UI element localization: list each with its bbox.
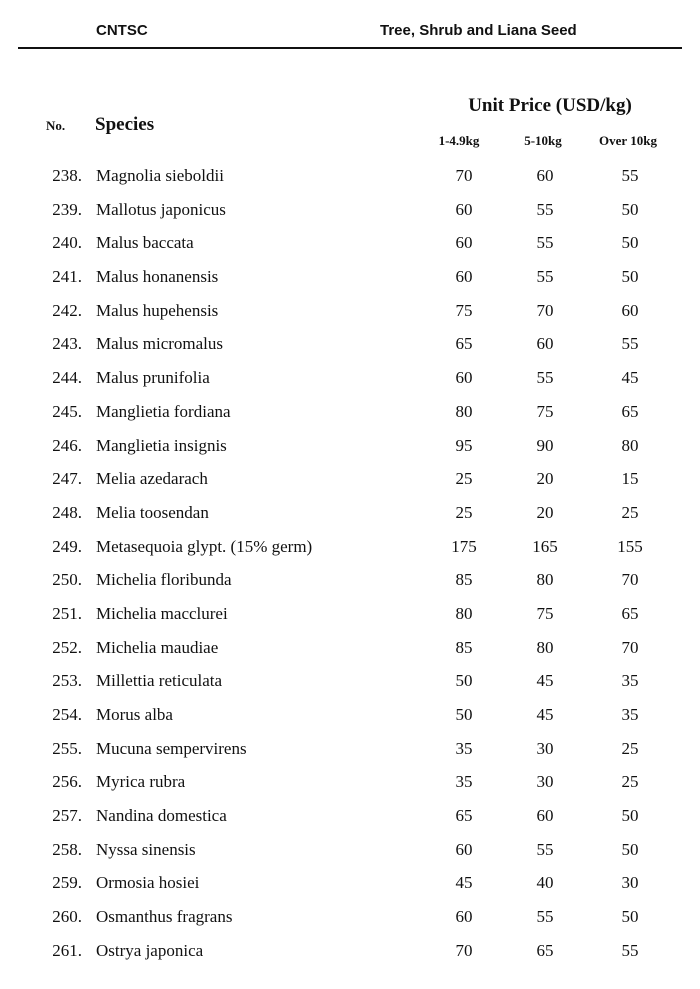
table-row [0,800,700,834]
row-number: 248. [52,502,82,522]
table-row [0,328,700,362]
species-name: Metasequoia glypt. (15% germ) [96,536,313,556]
row-number: 261. [52,940,82,960]
table-row [0,935,700,969]
price-tier-2: 40 [536,873,554,893]
price-tier-3: 30 [621,873,639,893]
price-tier-2: 60 [536,334,554,354]
price-tier-1: 65 [455,334,473,354]
species-name: Morus alba [96,705,173,724]
row-number: 258. [52,839,82,859]
table-row [0,362,700,396]
price-tier-2: 75 [536,401,554,421]
row-number: 243. [52,334,82,354]
row-number: 253. [52,671,82,691]
price-tier-3: 80 [621,435,639,455]
table-row [0,295,700,329]
column-header-no: No. [46,118,66,133]
species-name: Ormosia hosiei [96,873,200,893]
species-name: Mucuna sempervirens [96,738,247,758]
price-tier-3: 25 [621,772,639,792]
table-row [0,901,700,935]
table-row [0,531,700,565]
price-tier-3: 50 [621,267,639,287]
price-tier-2: 70 [536,300,554,320]
table-row [0,194,700,228]
table-row [0,598,700,632]
row-number: 251. [52,603,82,623]
price-tier-3: 50 [621,233,639,253]
price-tier-2: 55 [536,267,554,287]
species-name: Nyssa sinensis [96,839,196,859]
price-tier-2: 65 [536,940,554,960]
price-tier-2: 55 [536,907,554,927]
price-tier-1: 85 [455,637,473,657]
price-tier-3: 55 [621,334,639,354]
price-tier-3: 35 [621,671,639,691]
species-name: Malus baccata [96,233,194,253]
price-tier-2: 60 [536,806,554,826]
row-number: 239. [52,199,82,219]
price-tier-1: 60 [455,267,473,287]
row-number: 245. [52,401,82,421]
row-number: 242. [52,300,82,320]
price-tier-1: 75 [455,300,473,320]
column-group-unit-price: Unit Price (USD/kg) [468,95,632,116]
price-tier-2: 90 [536,435,554,455]
price-table-body [0,160,700,969]
column-header-tier-2: 5-10kg [524,133,562,148]
column-header-tier-3: Over 10kg [599,133,657,148]
price-tier-1: 50 [455,671,473,691]
species-name: Myrica rubra [96,772,186,792]
species-name: Melia azedarach [96,469,208,489]
price-tier-2: 55 [536,199,554,219]
row-number: 241. [52,267,82,287]
price-tier-2: 80 [536,637,554,657]
price-tier-3: 50 [621,806,639,826]
price-tier-2: 80 [536,570,554,590]
table-row [0,733,700,767]
species-name: Nandina domestica [96,806,227,826]
price-tier-1: 60 [455,907,473,927]
row-number: 246. [52,435,82,455]
price-tier-3: 50 [621,839,639,859]
species-name: Michelia maudiae [96,637,219,657]
price-tier-1: 85 [455,570,473,590]
price-tier-1: 45 [455,873,473,893]
price-tier-3: 60 [621,300,639,320]
price-tier-2: 45 [536,705,554,724]
price-tier-1: 60 [455,233,473,253]
price-tier-1: 65 [455,806,473,826]
price-tier-3: 35 [621,705,639,724]
price-tier-1: 80 [455,401,473,421]
table-row [0,160,700,194]
row-number: 249. [52,536,82,556]
row-number: 256. [52,772,82,792]
row-number: 240. [52,233,82,253]
row-number: 257. [52,806,82,826]
row-number: 244. [52,368,82,388]
table-row [0,463,700,497]
species-name: Melia toosendan [96,502,209,522]
species-name: Malus micromalus [96,334,224,354]
table-row [0,665,700,699]
price-tier-3: 70 [621,637,639,657]
price-tier-1: 60 [455,199,473,219]
price-tier-3: 50 [621,907,639,927]
price-tier-2: 30 [536,738,554,758]
price-tier-2: 55 [536,368,554,388]
species-name: Ostrya japonica [96,940,204,960]
price-tier-2: 30 [536,772,554,792]
price-tier-1: 35 [455,738,473,758]
price-tier-1: 80 [455,603,473,623]
table-row [0,834,700,868]
species-name: Michelia macclurei [96,603,228,623]
table-row [0,632,700,666]
column-header-tier-1: 1-4.9kg [438,133,480,148]
species-name: Mallotus japonicus [96,199,226,219]
row-number: 259. [52,873,82,893]
price-tier-3: 15 [621,469,639,489]
table-row [0,564,700,598]
species-name: Malus hupehensis [96,300,219,320]
species-name: Osmanthus fragrans [96,907,233,927]
price-tier-3: 65 [621,401,639,421]
price-tier-3: 70 [621,570,639,590]
species-name: Michelia floribunda [96,570,232,590]
price-tier-3: 65 [621,603,639,623]
species-name: Malus honanensis [96,267,219,287]
price-tier-1: 175 [451,536,477,556]
row-number: 238. [52,166,82,185]
price-tier-3: 45 [621,368,639,388]
price-tier-2: 20 [536,469,554,489]
species-name: Manglietia insignis [96,435,227,455]
table-row [0,396,700,430]
price-tier-3: 50 [621,199,639,219]
row-number: 260. [52,907,82,927]
price-tier-2: 55 [536,839,554,859]
price-tier-2: 75 [536,603,554,623]
price-tier-2: 55 [536,233,554,253]
price-tier-1: 25 [455,469,473,489]
header-divider [18,47,682,49]
price-tier-1: 60 [455,839,473,859]
price-tier-2: 165 [532,536,558,556]
price-tier-1: 60 [455,368,473,388]
row-number: 252. [52,637,82,657]
price-tier-3: 25 [621,502,639,522]
price-tier-2: 60 [536,166,554,185]
table-row [0,430,700,464]
row-number: 255. [52,738,82,758]
table-row [0,227,700,261]
price-tier-1: 35 [455,772,473,792]
table-row [0,497,700,531]
org-name: CNTSC [96,22,148,39]
price-tier-1: 50 [455,705,473,724]
table-row [0,766,700,800]
table-row [0,867,700,901]
species-name: Millettia reticulata [96,671,223,691]
row-number: 254. [52,705,82,724]
price-tier-3: 55 [621,166,639,185]
price-tier-3: 155 [617,536,643,556]
price-tier-3: 55 [621,940,639,960]
price-tier-1: 70 [455,940,473,960]
table-row [0,261,700,295]
catalog-title: Tree, Shrub and Liana Seed [380,22,577,39]
price-tier-1: 25 [455,502,473,522]
row-number: 250. [52,570,82,590]
price-tier-3: 25 [621,738,639,758]
price-tier-2: 45 [536,671,554,691]
row-number: 247. [52,469,82,489]
price-tier-2: 20 [536,502,554,522]
species-name: Manglietia fordiana [96,401,231,421]
column-header-species: Species [95,114,155,135]
species-name: Magnolia sieboldii [96,166,224,185]
price-tier-1: 95 [455,435,473,455]
species-name: Malus prunifolia [96,368,210,388]
table-row [0,699,700,733]
price-tier-1: 70 [455,166,473,185]
